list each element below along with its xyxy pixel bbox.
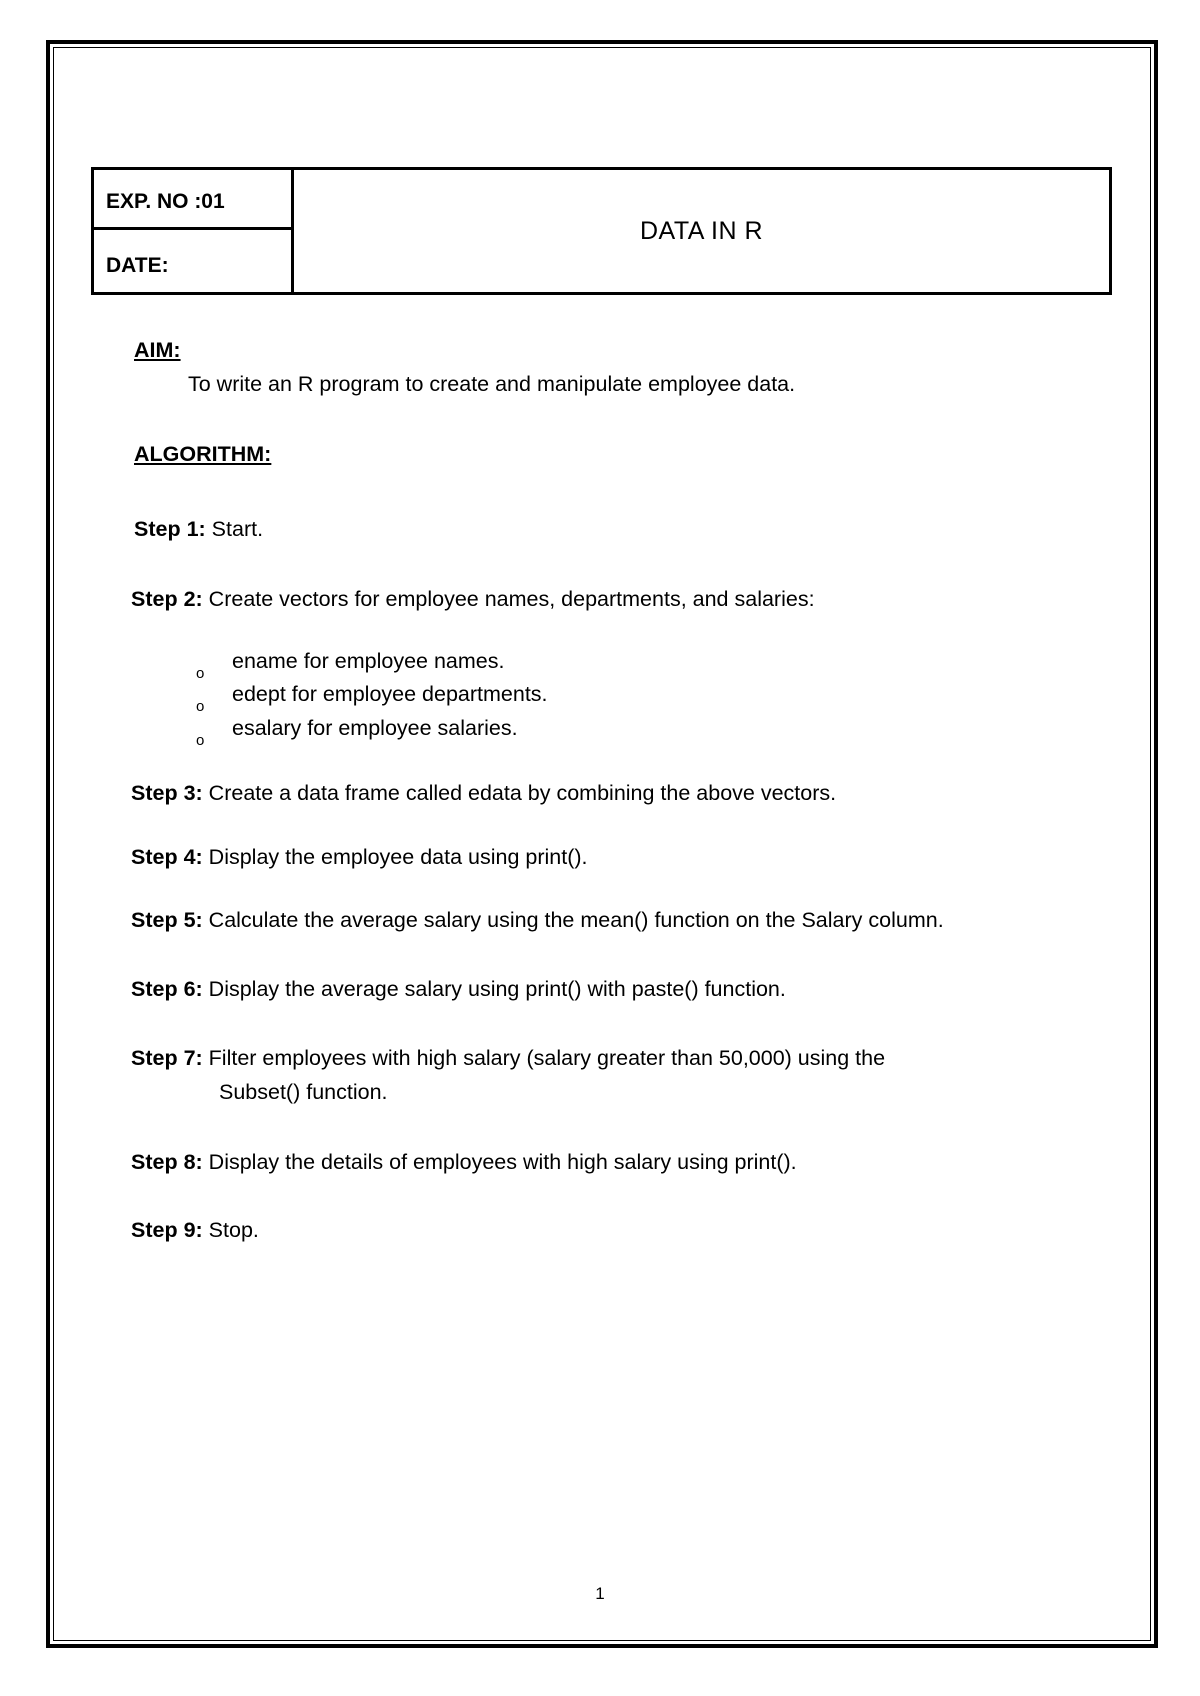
step-label: Step 6: [131,977,203,1001]
step-text: Create a data frame called edata by combining the above vectors. [208,781,837,805]
aim-heading: AIM: [134,338,181,362]
step-7 [131,1046,885,1071]
step-5 [131,908,944,933]
aim-text: To write an R program to create and manipulate employee data. [188,372,796,396]
bullet-item: ename for employee names. [232,649,505,673]
bullet-marker: o [196,732,205,749]
step-label: Step 7: [131,1046,203,1070]
step-text: Display the average salary using print() with paste() function. [208,977,786,1001]
date-cell: DATE: [106,254,169,277]
header-left-column [94,170,294,292]
step-6 [131,977,786,1002]
step-text: Display the employee data using print(). [208,845,588,869]
step-9 [131,1218,259,1243]
header-table [91,167,1112,295]
bullet-item: esalary for employee salaries. [232,716,518,740]
exp-no-cell: EXP. NO :01 [94,170,291,230]
step-text: Start. [211,517,264,541]
step-7-continuation: Subset() function. [219,1080,388,1104]
bullet-marker: o [196,698,205,715]
step-4 [131,845,588,870]
step-text: Filter employees with high salary (salary greater than 50,000) using the [208,1046,886,1070]
step-label: Step 4: [131,845,203,869]
step-3 [131,781,836,806]
step-label: Step 5: [131,908,203,932]
step-label: Step 1: [134,517,206,541]
experiment-title: DATA IN R [639,216,764,245]
step-text: Calculate the average salary using the mean() function on the Salary column. [208,908,944,932]
step-label: Step 8: [131,1150,203,1174]
step-8 [131,1150,797,1175]
step-text: Display the details of employees with high salary using print(). [208,1150,797,1174]
bullet-item: edept for employee departments. [232,682,548,706]
step-2 [131,587,815,612]
step-label: Step 3: [131,781,203,805]
step-label: Step 9: [131,1218,203,1242]
step-label: Step 2: [131,587,203,611]
step-text: Stop. [208,1218,259,1242]
step-text: Create vectors for employee names, departments, and salaries: [208,587,815,611]
bullet-marker: o [196,665,205,682]
step-1 [134,517,263,542]
algorithm-heading: ALGORITHM: [134,442,272,466]
page-number: 1 [595,1584,605,1603]
